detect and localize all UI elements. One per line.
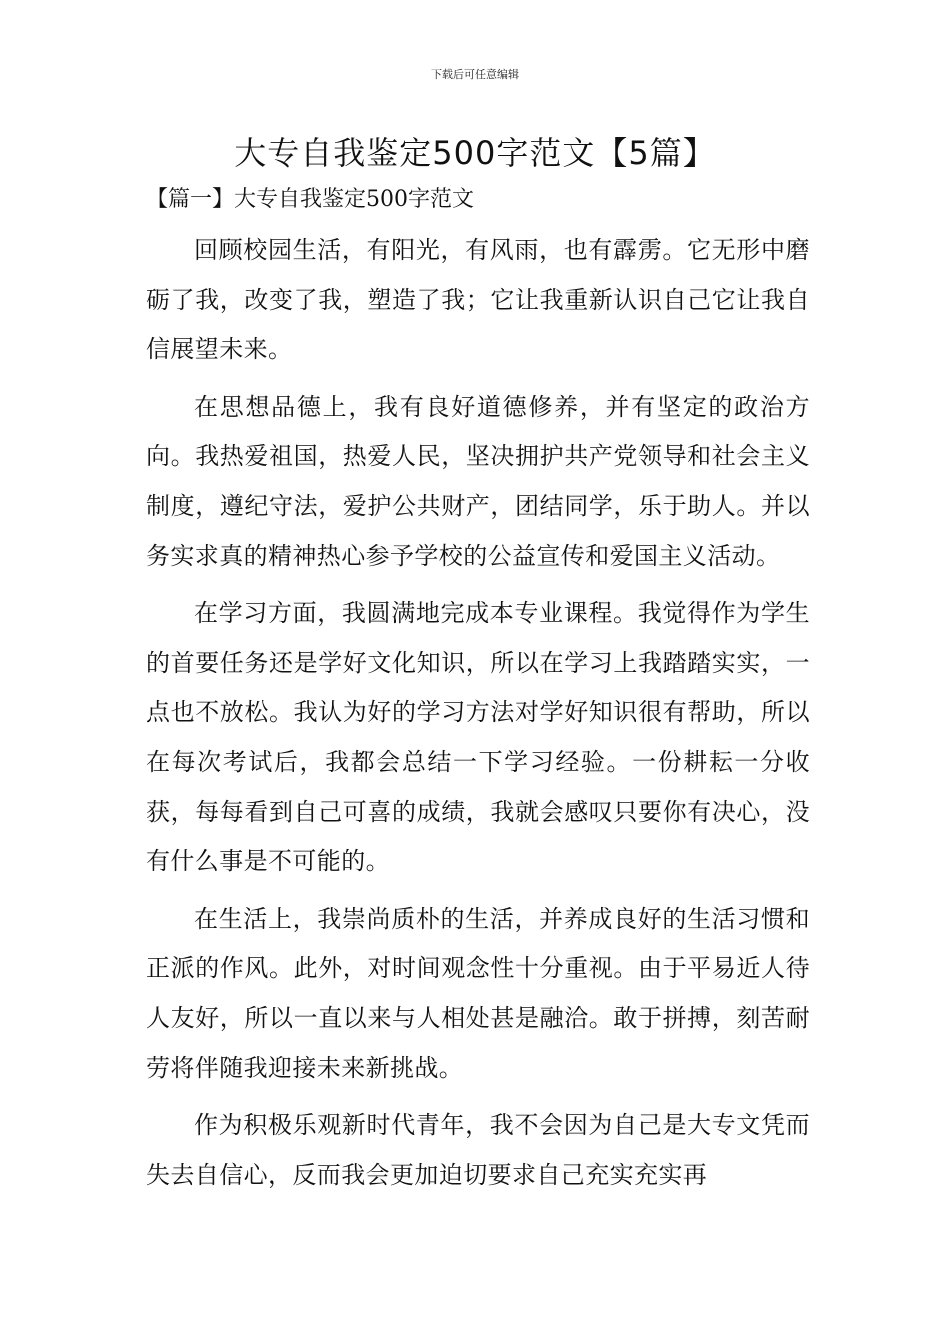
header-note: 下载后可任意编辑	[431, 68, 519, 81]
document-title: 大专自我鉴定500字范文【5篇】	[234, 134, 716, 172]
paragraph: 在生活上，我崇尚质朴的生活，并养成良好的生活习惯和正派的作风。此外，对时间观念性十分重视。由于平易近人待人友好，所以一直以来与人相处甚是融洽。敢于拼搏，刻苦耐劳将伴随我迎接未来新挑战。	[146, 904, 810, 1082]
body-text	[146, 226, 810, 1208]
paragraph: 在思想品德上，我有良好道德修养，并有坚定的政治方向。我热爱祖国，热爱人民，坚决拥护共产党领导和社会主义制度，遵纪守法，爱护公共财产，团结同学，乐于助人。并以务实求真的精神热心参予学校的公益宣传和爱国主义活动。	[146, 392, 810, 570]
section-heading: 【篇一】大专自我鉴定500字范文	[146, 187, 474, 212]
paragraph: 在学习方面，我圆满地完成本专业课程。我觉得作为学生的首要任务还是学好文化知识，所以在学习上我踏踏实实，一点也不放松。我认为好的学习方法对学好知识很有帮助，所以在每次考试后，我都会总结一下学习经验。一份耕耘一分收获，每每看到自己可喜的成绩，我就会感叹只要你有决心，没有什么事是不可能的。	[146, 599, 810, 876]
paragraph: 作为积极乐观新时代青年，我不会因为自己是大专文凭而失去自信心，反而我会更加迫切要求自己充实充实再	[146, 1111, 810, 1189]
paragraph: 回顾校园生活，有阳光，有风雨，也有霹雳。它无形中磨砺了我，改变了我，塑造了我；它让我重新认识自己它让我自信展望未来。	[146, 236, 810, 364]
